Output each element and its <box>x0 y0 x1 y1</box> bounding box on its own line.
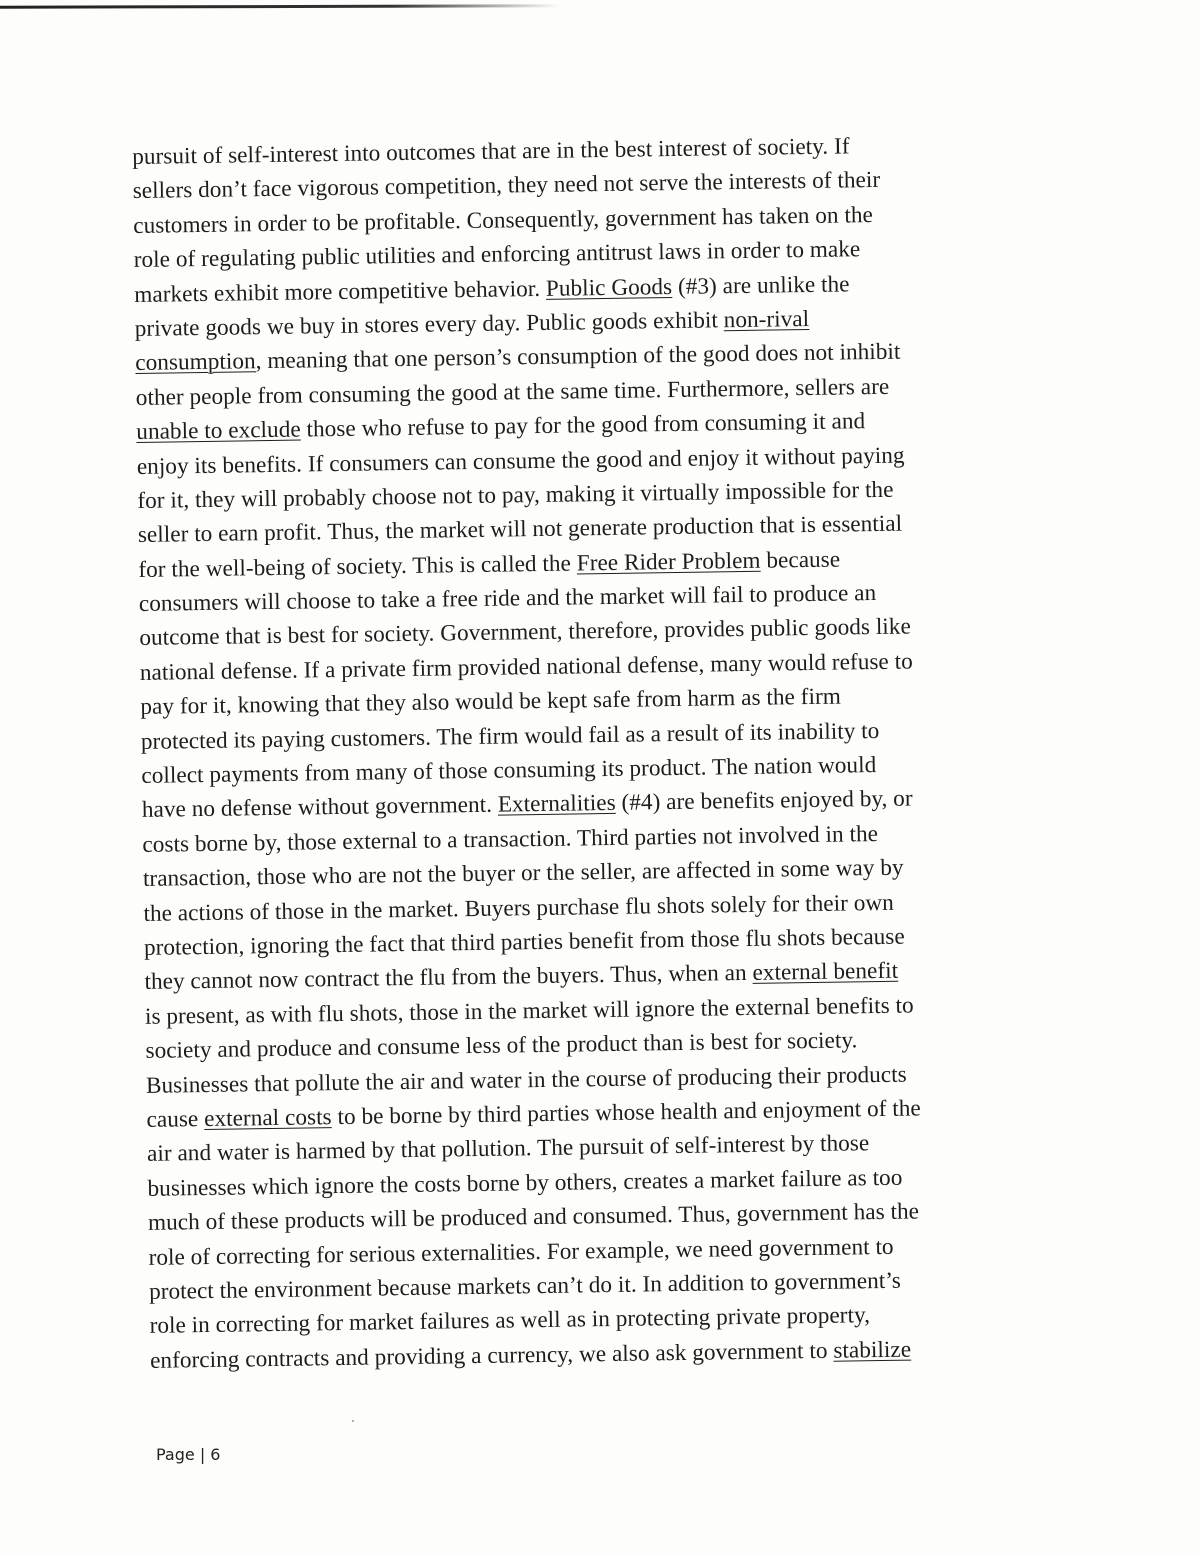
underlined-term: stabilize <box>833 1336 912 1364</box>
text-run: , meaning that one person’s consumption of the good does not inhibit <box>255 338 901 375</box>
text-run: protection, ignoring the fact that third parties benefit from those flu shots because <box>143 923 905 961</box>
scan-speck <box>352 1420 354 1422</box>
underlined-term: non-rival <box>723 305 810 334</box>
text-run: markets exhibit more competitive behavior. <box>134 275 547 308</box>
text-run: protected its paying customers. The firm would fail as a result of its inability to <box>140 717 880 755</box>
text-run: society and produce and consume less of the product than is best for society. <box>145 1027 858 1065</box>
underlined-term: Externalities <box>497 790 616 819</box>
text-run: pursuit of self-interest into outcomes that are in the best interest of society. If <box>132 133 850 170</box>
underlined-term: Public Goods <box>545 273 673 302</box>
text-run: much of these products will be produced and consumed. Thus, government has the <box>147 1198 920 1236</box>
text-run: national defense. If a private firm provided national defense, many would refuse to <box>139 648 913 686</box>
document-body <box>132 126 1110 1378</box>
text-run: have no defense without government. <box>141 792 499 824</box>
text-run: transaction, those who are not the buyer or the seller, are affected in some way by <box>142 854 904 893</box>
text-run: outcome that is best for society. Government, therefore, provides public goods like <box>139 613 912 652</box>
text-run: role of regulating public utilities and enforcing antitrust laws in order to make <box>133 236 861 274</box>
text-run: collect payments from many of those consuming its product. The nation would <box>141 752 877 789</box>
text-run: for the well-being of society. This is called the <box>138 550 577 583</box>
page-footer: Page | 6 <box>156 1445 221 1464</box>
text-run: role of correcting for serious externalities. For example, we need government to <box>148 1233 894 1271</box>
text-run: cause <box>146 1105 205 1133</box>
text-run: Businesses that pollute the air and water in the course of producing their products <box>145 1061 907 1099</box>
text-run: costs borne by, those external to a transaction. Third parties not involved in the <box>142 820 879 858</box>
text-run: is present, as with flu shots, those in the market will ignore the external benefits to <box>144 992 914 1030</box>
text-run: other people from consuming the good at the same time. Furthermore, sellers are <box>135 373 890 411</box>
text-run: air and water is harmed by that pollution. The pursuit of self-interest by those <box>146 1130 870 1168</box>
text-run: customers in order to be profitable. Consequently, government has taken on the <box>133 201 874 239</box>
text-run: protect the environment because markets can’t do it. In addition to government’s <box>148 1267 901 1305</box>
text-run: they cannot now contract the flu from the buyers. Thus, when an <box>144 960 753 996</box>
text-run: pay for it, knowing that they also would be kept safe from harm as the firm <box>140 683 842 721</box>
text-run: for it, they will probably choose not to pay, making it virtually impossible for the <box>137 476 894 514</box>
underlined-term: consumption <box>135 348 256 377</box>
text-run: businesses which ignore the costs borne by others, creates a market failure as too <box>147 1164 903 1202</box>
text-run: because <box>760 546 841 574</box>
underlined-term: unable to exclude <box>136 416 301 446</box>
text-run: (#3) are unlike the <box>671 270 850 300</box>
text-run: private goods we buy in stores every day. Public goods exhibit <box>134 307 724 342</box>
text-run: seller to earn profit. Thus, the market will not generate production that is essential <box>137 510 903 549</box>
text-run: consumers will choose to take a free ride and the market will fail to produce an <box>138 580 877 618</box>
underlined-term: external costs <box>203 1104 332 1132</box>
text-run: enjoy its benefits. If consumers can consume the good and enjoy it without paying <box>136 442 905 480</box>
underlined-term: external benefit <box>752 958 899 987</box>
text-run: sellers don’t face vigorous competition, they need not serve the interests of their <box>132 167 881 205</box>
underlined-term: Free Rider Problem <box>576 547 761 577</box>
text-run: those who refuse to pay for the good from consuming it and <box>300 408 866 443</box>
text-run: to be borne by third parties whose health and enjoyment of the <box>331 1095 921 1131</box>
text-run: (#4) are benefits enjoyed by, or <box>615 785 913 817</box>
text-run: role in correcting for market failures as well as in protecting private property, <box>149 1302 871 1340</box>
scan-edge-line <box>0 4 560 8</box>
text-run: enforcing contracts and providing a currency, we also ask government to <box>149 1337 834 1374</box>
text-run: the actions of those in the market. Buyers purchase flu shots solely for their own <box>143 889 895 927</box>
